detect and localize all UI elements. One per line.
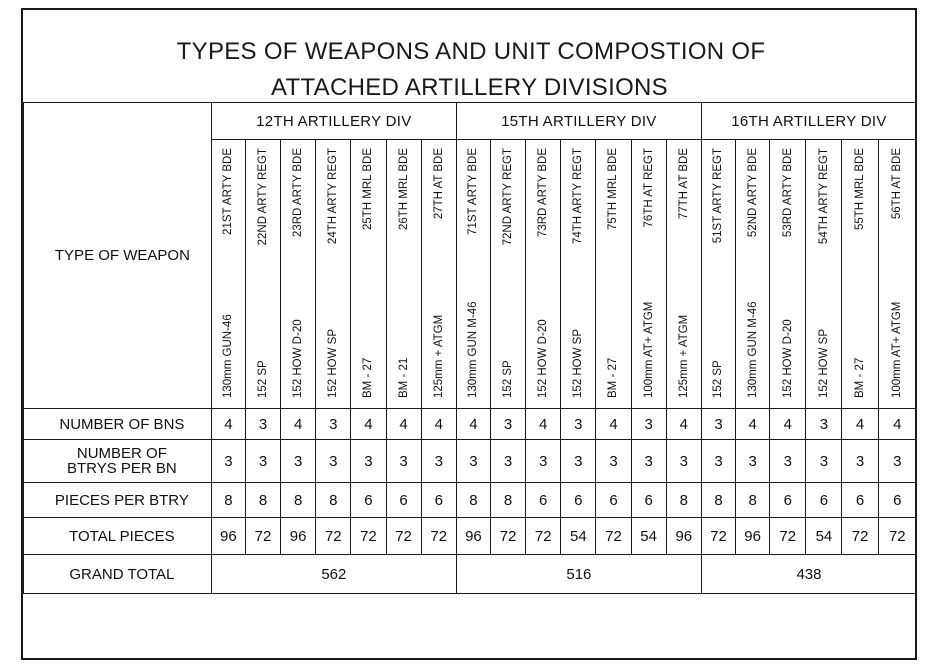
artillery-table [23,102,917,594]
unit-name-label: 26TH MRL BDE [397,148,410,231]
weapon-type-label: 152 HOW SP [572,328,585,398]
cell-bns: 4 [351,409,386,440]
cell-pieces: 6 [386,483,421,518]
cell-bns: 4 [878,409,916,440]
unit-header-rotated [704,144,732,404]
weapon-type-label: BM - 21 [397,357,410,398]
cell-total: 72 [878,518,916,555]
unit-header-cell [561,140,596,409]
unit-name-label: 52ND ARTY BDE [746,148,759,238]
cell-btrys: 3 [770,440,806,483]
unit-header-rotated [883,144,911,404]
cell-total: 96 [211,518,245,555]
cell-pieces: 6 [631,483,666,518]
unit-name-label: 56TH AT BDE [891,148,904,220]
cell-bns: 4 [386,409,421,440]
weapon-type-label: BM - 27 [362,357,375,398]
weapon-type-label: 152 HOW D-20 [781,319,794,398]
weapon-type-label: 152 HOW D-20 [537,319,550,398]
unit-header-rotated [810,144,838,404]
unit-header-cell [770,140,806,409]
cell-btrys: 3 [316,440,351,483]
row-label [24,440,212,483]
cell-btrys: 3 [281,440,316,483]
cell-btrys: 3 [211,440,245,483]
unit-name-label: 27TH AT BDE [432,148,445,220]
unit-name-label: 77TH AT BDE [677,148,690,220]
cell-btrys: 3 [386,440,421,483]
cell-pieces: 6 [526,483,561,518]
unit-header-cell [526,140,561,409]
cell-bns: 3 [491,409,526,440]
cell-btrys: 3 [596,440,631,483]
unit-header-cell [316,140,351,409]
weapon-type-label: BM - 27 [854,357,867,398]
cell-total: 72 [701,518,735,555]
cell-btrys: 3 [526,440,561,483]
cell-total: 72 [386,518,421,555]
cell-btrys: 3 [631,440,666,483]
unit-name-label: 74TH ARTY REGT [572,148,585,245]
unit-name-label: 54TH ARTY REGT [817,148,830,245]
row-label-line: BTRYS PER BN [67,460,177,477]
unit-header-rotated [284,144,312,404]
row-label-line: NUMBER OF [76,445,167,462]
cell-btrys: 3 [701,440,735,483]
weapon-type-label: 130mm GUN M-46 [746,301,759,398]
row-label: PIECES PER BTRY [24,483,212,518]
unit-header-cell [806,140,842,409]
cell-total: 54 [631,518,666,555]
cell-btrys: 3 [666,440,701,483]
title-line-2: ATTACHED ARTILLERY DIVISIONS [271,74,668,101]
cell-total: 72 [351,518,386,555]
weapon-type-label: 152 SP [257,360,269,398]
cell-bns: 3 [316,409,351,440]
unit-header-rotated [846,144,874,404]
cell-btrys: 3 [806,440,842,483]
cell-total: 96 [281,518,316,555]
row-label: GRAND TOTAL [24,555,212,594]
grand-total-value: 516 [456,555,701,594]
unit-name-label: 23RD ARTY BDE [292,148,305,238]
cell-total: 96 [736,518,770,555]
cell-pieces: 6 [806,483,842,518]
cell-pieces: 8 [211,483,245,518]
cell-total: 72 [526,518,561,555]
cell-bns: 3 [245,409,280,440]
unit-header-rotated [319,144,347,404]
unit-header-cell [631,140,666,409]
cell-total: 72 [421,518,456,555]
cell-pieces: 8 [281,483,316,518]
cell-btrys: 3 [491,440,526,483]
cell-pieces: 8 [666,483,701,518]
cell-pieces: 6 [596,483,631,518]
unit-header-cell [211,140,245,409]
division-header-row [24,103,917,140]
cell-btrys: 3 [456,440,490,483]
unit-header-rotated [635,144,663,404]
unit-header-rotated [774,144,802,404]
unit-header-cell [878,140,916,409]
unit-name-label: 21ST ARTY BDE [222,148,235,235]
unit-name-label: 25TH MRL BDE [362,148,375,231]
cell-pieces: 8 [456,483,490,518]
unit-header-cell [351,140,386,409]
number-of-bns-row [24,409,917,440]
cell-bns: 3 [631,409,666,440]
cell-total: 54 [806,518,842,555]
total-pieces-row [24,518,917,555]
cell-bns: 4 [456,409,490,440]
unit-header-cell [245,140,280,409]
unit-header-cell [666,140,701,409]
cell-pieces: 6 [770,483,806,518]
unit-header-cell [281,140,316,409]
cell-bns: 4 [211,409,245,440]
weapon-type-label: 152 HOW SP [817,328,830,398]
cell-pieces: 6 [561,483,596,518]
cell-bns: 3 [701,409,735,440]
cell-bns: 4 [736,409,770,440]
grand-total-value: 562 [211,555,456,594]
unit-header-cell [596,140,631,409]
unit-name-label: 55TH MRL BDE [854,148,867,231]
row-label: NUMBER OF BNS [24,409,212,440]
unit-header-cell [736,140,770,409]
division-header: 16TH ARTILLERY DIV [701,103,916,140]
cell-pieces: 8 [316,483,351,518]
unit-header-cell [386,140,421,409]
cell-pieces: 6 [842,483,878,518]
weapon-type-label: 152 SP [502,360,515,398]
cell-total: 96 [666,518,701,555]
cell-total: 72 [596,518,631,555]
unit-header-rotated [249,144,277,404]
unit-header-cell [491,140,526,409]
weapon-type-label: 125mm + ATGM [677,314,690,398]
unit-header-rotated [214,144,242,404]
unit-name-label: 72ND ARTY REGT [502,148,515,246]
title-line-1: TYPES OF WEAPONS AND UNIT COMPOSTION OF [176,38,766,65]
cell-total: 72 [770,518,806,555]
weapon-type-label: 125mm + ATGM [432,314,445,398]
cell-total: 96 [456,518,490,555]
unit-name-label: 76TH AT REGT [642,148,655,228]
cell-bns: 4 [770,409,806,440]
unit-name-label: 24TH ARTY REGT [327,148,340,245]
weapon-type-label: BM - 27 [607,357,620,398]
weapon-type-label: 152 HOW D-20 [292,319,305,398]
division-header: 12TH ARTILLERY DIV [211,103,456,140]
unit-name-label: 22ND ARTY REGT [257,148,269,246]
unit-header-cell [456,140,490,409]
cell-pieces: 6 [421,483,456,518]
cell-total: 54 [561,518,596,555]
row-label: TOTAL PIECES [24,518,212,555]
cell-bns: 4 [842,409,878,440]
unit-header-cell [701,140,735,409]
cell-bns: 3 [806,409,842,440]
cell-btrys: 3 [351,440,386,483]
cell-pieces: 8 [245,483,280,518]
weapon-type-label: 152 SP [712,360,725,398]
cell-btrys: 3 [878,440,916,483]
unit-header-rotated [390,144,418,404]
cell-bns: 4 [596,409,631,440]
cell-total: 72 [491,518,526,555]
cell-btrys: 3 [736,440,770,483]
unit-header-rotated [529,144,557,404]
weapon-type-label: 130mm GUN-46 [222,314,235,398]
unit-header-cell [842,140,878,409]
unit-name-label: 53RD ARTY BDE [781,148,794,238]
cell-bns: 3 [561,409,596,440]
unit-name-label: 73RD ARTY BDE [537,148,550,238]
cell-btrys: 3 [421,440,456,483]
unit-header-rotated [459,144,487,404]
cell-bns: 4 [281,409,316,440]
cell-bns: 4 [666,409,701,440]
cell-total: 72 [316,518,351,555]
cell-btrys: 3 [842,440,878,483]
pieces-per-btry-row [24,483,917,518]
cell-pieces: 8 [736,483,770,518]
grand-total-value: 438 [701,555,916,594]
weapon-type-label: 130mm GUN M-46 [467,301,480,398]
unit-header-rotated [494,144,522,404]
type-of-weapon-header: TYPE OF WEAPON [24,103,212,409]
cell-total: 72 [245,518,280,555]
btrys-per-bn-row [24,440,917,483]
unit-name-label: 75TH MRL BDE [607,148,620,231]
weapon-type-label: 152 HOW SP [327,328,340,398]
cell-btrys: 3 [245,440,280,483]
grand-total-row [24,555,917,594]
cell-pieces: 6 [351,483,386,518]
cell-pieces: 8 [701,483,735,518]
unit-header-rotated [599,144,627,404]
unit-header-rotated [670,144,698,404]
unit-header-rotated [354,144,382,404]
division-header: 15TH ARTILLERY DIV [456,103,701,140]
cell-btrys: 3 [561,440,596,483]
cell-pieces: 8 [491,483,526,518]
unit-header-rotated [425,144,453,404]
unit-name-label: 71ST ARTY BDE [467,148,480,235]
document-title [0,34,936,106]
unit-header-rotated [739,144,767,404]
cell-total: 72 [842,518,878,555]
weapon-type-label: 100mm AT+ ATGM [891,301,904,398]
unit-name-label: 51ST ARTY REGT [712,148,725,244]
cell-bns: 4 [421,409,456,440]
unit-header-rotated [564,144,592,404]
weapon-type-label: 100mm AT+ ATGM [642,301,655,398]
cell-bns: 4 [526,409,561,440]
unit-header-cell [421,140,456,409]
cell-pieces: 6 [878,483,916,518]
